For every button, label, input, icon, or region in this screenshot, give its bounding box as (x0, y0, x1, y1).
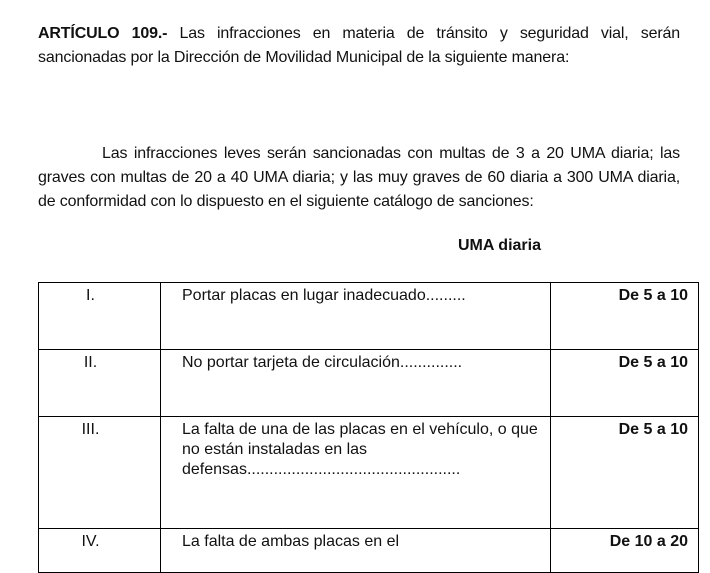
column-header-uma: UMA diaria (458, 237, 541, 254)
row-value: De 5 a 10 (551, 417, 699, 529)
article-text: Las infracciones en materia de tránsito y seguridad vial, serán sancionadas por la Dirección de Movilidad Municipal de la siguiente manera: (38, 25, 680, 66)
sanctions-paragraph: Las infracciones leves serán sancionadas con multas de 3 a 20 UMA diaria; las graves con multas de 20 a 40 UMA diaria; y las muy graves de 60 diaria a 300 UMA diaria, de conformidad con lo dispuesto en el siguiente catálogo de sanciones: (38, 145, 680, 210)
row-description: No portar tarjeta de circulación.............. (161, 350, 551, 417)
row-value: De 5 a 10 (551, 350, 699, 417)
table-row (39, 417, 699, 529)
sanctions-table (38, 282, 699, 573)
article-paragraph (38, 22, 680, 70)
row-description: La falta de una de las placas en el vehículo, o que no están instaladas en las defensas................................................ (161, 417, 551, 529)
row-numeral: III. (39, 417, 161, 529)
row-description: Portar placas en lugar inadecuado......... (161, 283, 551, 350)
row-description: La falta de ambas placas en el (161, 529, 551, 573)
article-number: ARTÍCULO 109.- (38, 25, 168, 42)
row-numeral: II. (39, 350, 161, 417)
row-value: De 10 a 20 (551, 529, 699, 573)
row-value: De 5 a 10 (551, 283, 699, 350)
row-numeral: I. (39, 283, 161, 350)
table-row (39, 350, 699, 417)
table-row (39, 283, 699, 350)
table-row (39, 529, 699, 573)
row-numeral: IV. (39, 529, 161, 573)
